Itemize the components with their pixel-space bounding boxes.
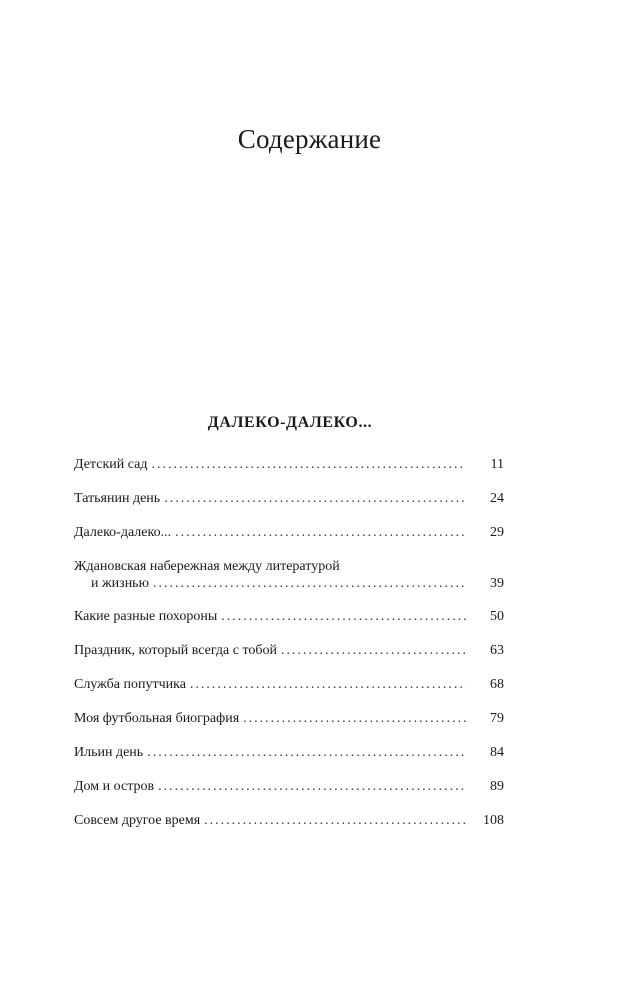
toc-leader-dots xyxy=(153,576,466,592)
toc-entry-title: Ильин день xyxy=(74,745,144,760)
toc-entry-title: Детский сад xyxy=(74,457,148,472)
toc-leader-dots xyxy=(151,457,466,473)
toc-entry xyxy=(74,813,504,847)
toc-entry-title: Совсем другое время xyxy=(74,813,201,828)
toc-leader-dots xyxy=(190,677,466,693)
toc-entry-page: 24 xyxy=(490,491,504,506)
toc-entry-page: 50 xyxy=(490,609,504,624)
toc-leader-dots xyxy=(147,745,466,761)
toc-entry-title: Дом и остров xyxy=(74,779,155,794)
table-of-contents xyxy=(74,457,504,847)
toc-leader-dots xyxy=(204,813,466,829)
toc-entry-title-line2: и жизнью xyxy=(91,576,150,591)
toc-leader-dots xyxy=(243,711,466,727)
toc-entry xyxy=(74,643,504,677)
section-heading: ДАЛЕКО-ДАЛЕКО... xyxy=(207,414,373,431)
toc-entry xyxy=(74,525,504,559)
toc-entry xyxy=(74,609,504,643)
toc-entry-title: Служба попутчика xyxy=(74,677,186,692)
toc-entry xyxy=(74,491,504,525)
toc-entry-page: 108 xyxy=(483,813,504,828)
toc-entry xyxy=(74,559,504,609)
toc-entry-title: Праздник, который всегда с тобой xyxy=(74,643,278,658)
toc-entry xyxy=(74,457,504,491)
toc-entry-title-line1: Ждановская набережная между литературой xyxy=(74,559,340,574)
toc-entry xyxy=(74,677,504,711)
toc-entry-title: Татьянин день xyxy=(74,491,161,506)
toc-entry-title: Моя футбольная биография xyxy=(74,711,240,726)
toc-leader-dots xyxy=(175,525,466,541)
toc-entry-page: 63 xyxy=(490,643,504,658)
toc-entry xyxy=(74,711,504,745)
toc-entry-page: 39 xyxy=(490,576,504,591)
toc-entry xyxy=(74,745,504,779)
toc-entry-page: 68 xyxy=(490,677,504,692)
toc-entry-page: 79 xyxy=(490,711,504,726)
toc-leader-dots xyxy=(164,491,466,507)
toc-entry-page: 29 xyxy=(490,525,504,540)
toc-entry-page: 11 xyxy=(490,457,504,472)
toc-leader-dots xyxy=(281,643,466,659)
toc-entry-page: 84 xyxy=(490,745,504,760)
toc-entry-page: 89 xyxy=(490,779,504,794)
toc-leader-dots xyxy=(221,609,466,625)
toc-entry xyxy=(74,779,504,813)
toc-leader-dots xyxy=(158,779,466,795)
toc-entry-title: Какие разные похороны xyxy=(74,609,218,624)
toc-entry-title: Далеко-далеко... xyxy=(74,525,172,540)
page-title: Содержание xyxy=(237,124,382,154)
